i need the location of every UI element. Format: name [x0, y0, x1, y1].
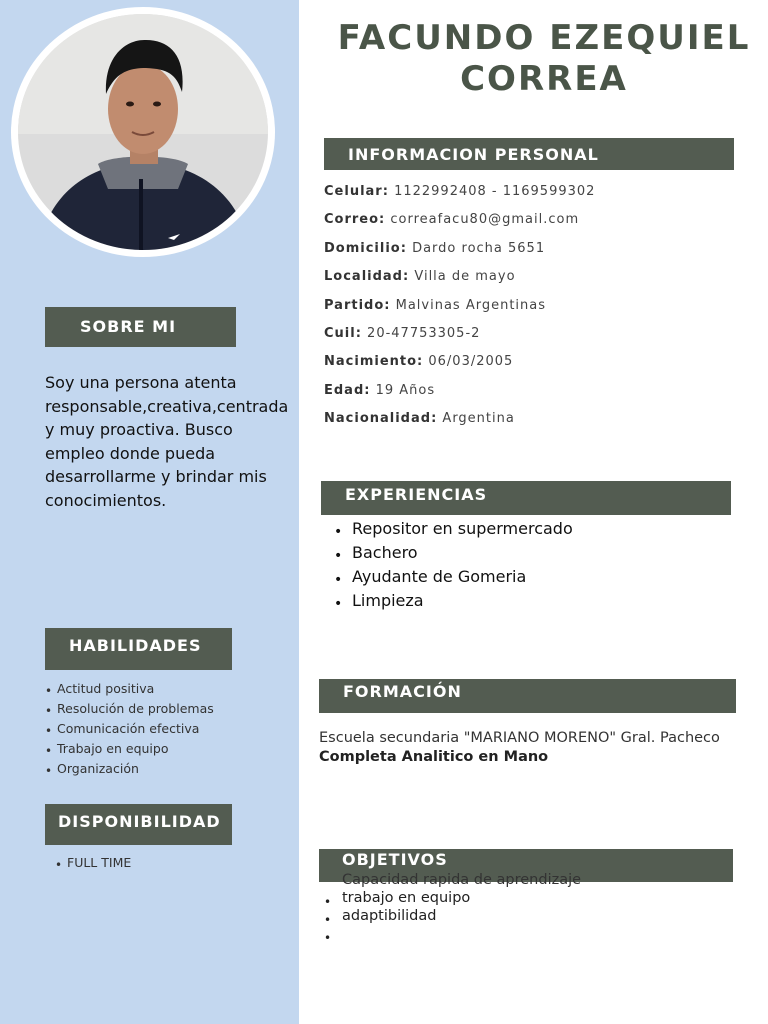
info-item-address: Domicilio: Dardo rocha 5651 [324, 240, 546, 256]
list-item: • Limpieza [334, 589, 573, 613]
section-header-skills [45, 628, 232, 670]
list-item: • adaptibilidad [324, 907, 470, 925]
personal-info-list [324, 182, 595, 438]
list-item [324, 925, 470, 943]
info-item-nationality: Nacionalidad: Argentina [324, 411, 515, 427]
list-item: • FULL TIME [55, 853, 131, 873]
objectives-list [324, 889, 470, 943]
objective-overlap-text: Capacidad rapida de aprendizaje [342, 872, 582, 888]
name-line-1: FACUNDO EZEQUIEL [337, 18, 751, 58]
section-title: FORMACIÓN [343, 682, 462, 701]
list-item: • Ayudante de Gomeria [334, 565, 573, 589]
education-status: Completa Analitico en Mano [319, 749, 549, 765]
info-item-birth: Nacimiento: 06/03/2005 [324, 354, 514, 370]
education-school: Escuela secundaria "MARIANO MORENO" Gral. Pacheco [319, 730, 720, 746]
list-item: • Resolución de problemas [45, 699, 214, 719]
section-title: DISPONIBILIDAD [58, 812, 221, 831]
list-item: • Trabajo en equipo [45, 739, 214, 759]
name-line-2: CORREA [460, 59, 628, 99]
info-item-email: Correo: correafacu80@gmail.com [324, 212, 580, 228]
info-item-district: Partido: Malvinas Argentinas [324, 297, 547, 313]
info-item-locality: Localidad: Villa de mayo [324, 269, 516, 285]
info-item-cuil: Cuil: 20-47753305-2 [324, 325, 481, 341]
section-title: EXPERIENCIAS [345, 485, 488, 504]
section-header-experience [321, 481, 731, 515]
full-name [300, 18, 768, 100]
list-item: • Actitud positiva [45, 679, 214, 699]
experience-list [334, 517, 573, 613]
about-text: Soy una persona atenta responsable,creativa,centrada y muy proactiva. Busco empleo donde pueda desarrollarme y brindar mis conocimientos. [45, 373, 289, 510]
section-header-availability [45, 804, 232, 845]
availability-list [55, 853, 131, 873]
info-item-phone: Celular: 1122992408 - 1169599302 [324, 184, 596, 199]
list-item: • Bachero [334, 541, 573, 565]
profile-photo-frame [11, 7, 275, 257]
list-item: • Organización [45, 759, 214, 779]
list-item: • Repositor en supermercado [334, 517, 573, 541]
list-item: • trabajo en equipo [324, 889, 470, 907]
section-header-about [45, 307, 236, 347]
section-title: INFORMACION PERSONAL [348, 145, 599, 164]
info-item-age: Edad: 19 Años [324, 382, 436, 398]
list-item: • Comunicación efectiva [45, 719, 214, 739]
profile-photo [18, 14, 268, 250]
section-title: OBJETIVOS [342, 850, 448, 869]
section-header-education [319, 679, 736, 713]
skills-list [45, 679, 214, 779]
section-title: HABILIDADES [69, 636, 202, 655]
section-title: SOBRE MI [80, 317, 177, 336]
education-text [319, 729, 729, 767]
section-header-personal-info [324, 138, 734, 170]
